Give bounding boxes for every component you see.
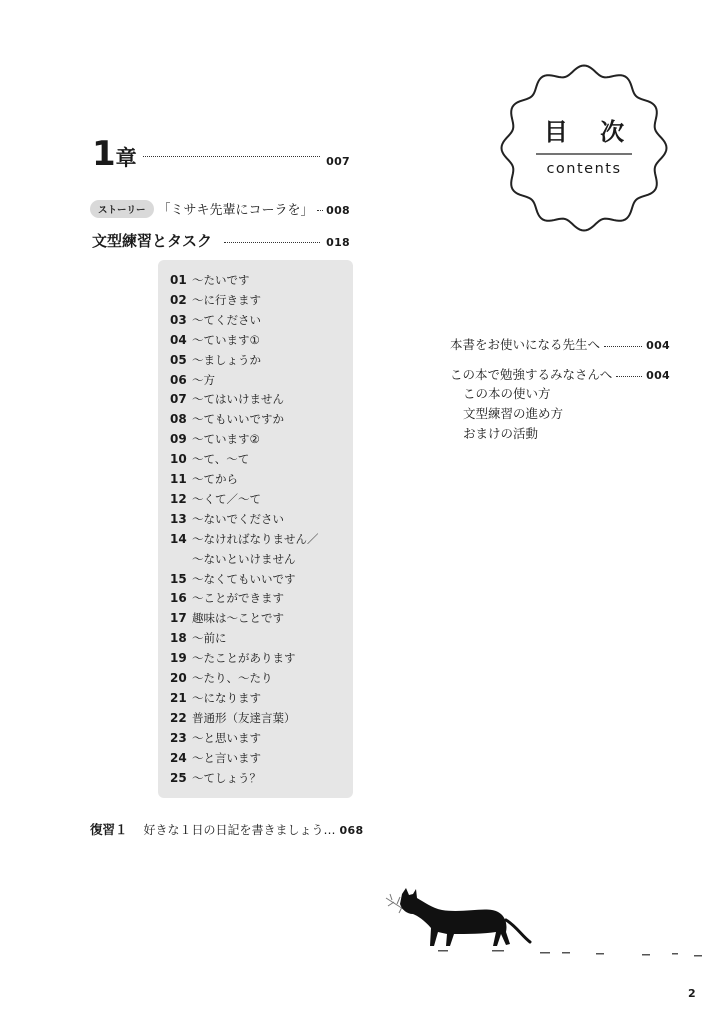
front-sub-item[interactable]: この本の使い方 xyxy=(463,386,551,401)
grammar-item-text: 〜ことができます xyxy=(192,591,284,606)
page-title: 目 次 xyxy=(543,118,637,146)
front-sub-item[interactable]: おまけの活動 xyxy=(463,426,539,441)
grammar-item-text: 〜てしょう？ xyxy=(192,770,261,785)
grammar-item-text: 〜ています① xyxy=(192,332,260,347)
front-entry-teachers[interactable] xyxy=(450,335,670,353)
chapter-number: 1 xyxy=(92,134,115,174)
grammar-item-number: 21 xyxy=(170,690,187,705)
grammar-list-item[interactable] xyxy=(170,571,296,587)
review-title: 好きな１日の日記を書きましょう… xyxy=(143,823,336,837)
page-number: 2 xyxy=(688,987,696,1000)
grammar-item-text: 〜と言います xyxy=(192,750,261,765)
grammar-item-text: 〜なければなりません／ xyxy=(192,531,319,546)
grammar-list-item[interactable] xyxy=(170,551,296,567)
review-page: 068 xyxy=(339,824,364,837)
grammar-list-item[interactable] xyxy=(170,690,261,706)
grammar-item-text: 〜て、〜て xyxy=(192,452,250,467)
grammar-item-text: 〜たいです xyxy=(192,273,250,287)
leader-dots xyxy=(616,376,642,377)
grammar-list-item[interactable] xyxy=(170,411,284,427)
grammar-item-text: 〜になります xyxy=(192,690,261,705)
front-students-title: この本で勉強するみなさんへ xyxy=(450,367,613,382)
grammar-list-item[interactable] xyxy=(170,750,261,766)
grammar-list-item[interactable] xyxy=(170,531,319,547)
grammar-item-text: 〜たり、〜たり xyxy=(192,671,273,685)
front-sub-item[interactable]: 文型練習の進め方 xyxy=(463,406,564,421)
grammar-item-text: 〜前に xyxy=(192,631,227,646)
grammar-item-number: 10 xyxy=(170,452,187,467)
grammar-item-number: 09 xyxy=(170,432,187,447)
story-title: 「ミサキ先輩にコーラを」 xyxy=(157,203,314,218)
grammar-item-number: 17 xyxy=(170,611,187,626)
grammar-page: 018 xyxy=(326,236,350,249)
grammar-title: 文型練習とタスク xyxy=(92,232,213,250)
front-teachers-page: 004 xyxy=(646,339,670,352)
grammar-list-item[interactable] xyxy=(170,590,284,606)
grammar-item-number: 12 xyxy=(170,491,187,506)
grammar-list-item[interactable] xyxy=(170,630,227,646)
grammar-list-item[interactable] xyxy=(170,511,284,527)
grammar-item-number: 25 xyxy=(170,770,187,785)
grammar-list-item[interactable] xyxy=(170,730,261,746)
story-page: 008 xyxy=(326,204,350,217)
grammar-list-item[interactable] xyxy=(170,451,249,467)
grammar-list-item[interactable] xyxy=(170,670,273,686)
grammar-list-item[interactable] xyxy=(170,650,296,666)
grammar-item-text: 普通形（友達言葉） xyxy=(192,710,296,725)
grammar-list-item[interactable] xyxy=(170,312,261,328)
grammar-item-number: 16 xyxy=(170,591,187,606)
grammar-item-text: 〜てはいけません xyxy=(192,392,284,407)
grammar-list-item[interactable] xyxy=(170,431,260,447)
grammar-list-item[interactable] xyxy=(170,372,215,388)
grammar-list-item[interactable] xyxy=(170,292,261,308)
leader-dots xyxy=(604,346,642,347)
grammar-item-number: 04 xyxy=(170,332,187,347)
grammar-list-item[interactable] xyxy=(170,610,284,626)
grammar-item-number: 02 xyxy=(170,292,187,307)
leader-dots xyxy=(143,156,320,157)
grammar-item-number: 01 xyxy=(170,273,187,287)
grammar-item-number: 11 xyxy=(170,472,187,486)
grammar-item-number: 07 xyxy=(170,392,187,407)
grammar-item-number: 24 xyxy=(170,750,187,765)
grammar-list-item[interactable] xyxy=(170,352,261,368)
grammar-item-number: 15 xyxy=(170,571,187,586)
grammar-item-text: 〜てもいいですか xyxy=(192,412,284,427)
grammar-section-heading[interactable] xyxy=(92,230,350,251)
chapter-page: 007 xyxy=(326,155,350,168)
grammar-item-text: 〜ないといけません xyxy=(192,551,296,566)
grammar-item-text: 〜てから xyxy=(192,472,238,486)
grammar-list-item[interactable] xyxy=(170,710,296,726)
cat-illustration-icon xyxy=(380,880,715,965)
badge-outline xyxy=(502,66,667,231)
grammar-list-item[interactable] xyxy=(170,770,261,786)
contents-badge xyxy=(500,62,668,234)
leader-dots xyxy=(317,210,324,211)
grammar-item-number: 06 xyxy=(170,372,187,387)
grammar-item-text: 〜なくてもいいです xyxy=(192,571,296,586)
grammar-item-text: 〜ています② xyxy=(192,432,260,447)
grammar-item-text: 〜ないでください xyxy=(192,511,284,526)
chapter-word: 章 xyxy=(115,146,137,170)
page-subtitle: contents xyxy=(546,161,622,177)
grammar-item-text: 〜てください xyxy=(192,312,261,327)
leader-dots xyxy=(224,242,320,243)
grammar-item-number: 05 xyxy=(170,352,187,367)
grammar-list-item[interactable] xyxy=(170,491,261,507)
front-teachers-title: 本書をお使いになる先生へ xyxy=(450,337,601,352)
grammar-item-text: 〜くて／〜て xyxy=(192,491,261,506)
grammar-item-text: 〜に行きます xyxy=(192,292,261,307)
grammar-item-number: 03 xyxy=(170,312,187,327)
story-badge: ストーリー xyxy=(90,200,154,218)
grammar-item-text: 〜と思います xyxy=(192,730,261,745)
grammar-item-number: 23 xyxy=(170,730,187,745)
chapter-heading[interactable] xyxy=(92,134,350,174)
grammar-list-item[interactable] xyxy=(170,332,260,348)
grammar-item-text: 趣味は〜ことです xyxy=(192,611,284,626)
story-entry[interactable] xyxy=(90,199,350,218)
grammar-item-number: 22 xyxy=(170,710,187,725)
grammar-list-item[interactable] xyxy=(170,391,284,407)
grammar-item-text: 〜ましょうか xyxy=(192,352,261,367)
grammar-item-text: 〜たことがあります xyxy=(192,651,296,666)
review-entry[interactable] xyxy=(90,820,364,838)
grammar-item-number: 13 xyxy=(170,511,187,526)
grammar-list-item[interactable] xyxy=(170,471,238,487)
grammar-item-number: 18 xyxy=(170,631,187,646)
grammar-list-item[interactable] xyxy=(170,272,250,288)
grammar-item-number: 08 xyxy=(170,412,187,427)
grammar-item-number: 20 xyxy=(170,671,187,685)
review-label: 復習１ xyxy=(90,822,128,837)
grammar-item-number: 14 xyxy=(170,531,187,546)
grammar-item-text: 〜方 xyxy=(192,372,215,387)
grammar-item-number: 19 xyxy=(170,651,187,666)
front-entry-students[interactable] xyxy=(450,365,670,383)
front-students-page: 004 xyxy=(646,369,670,382)
